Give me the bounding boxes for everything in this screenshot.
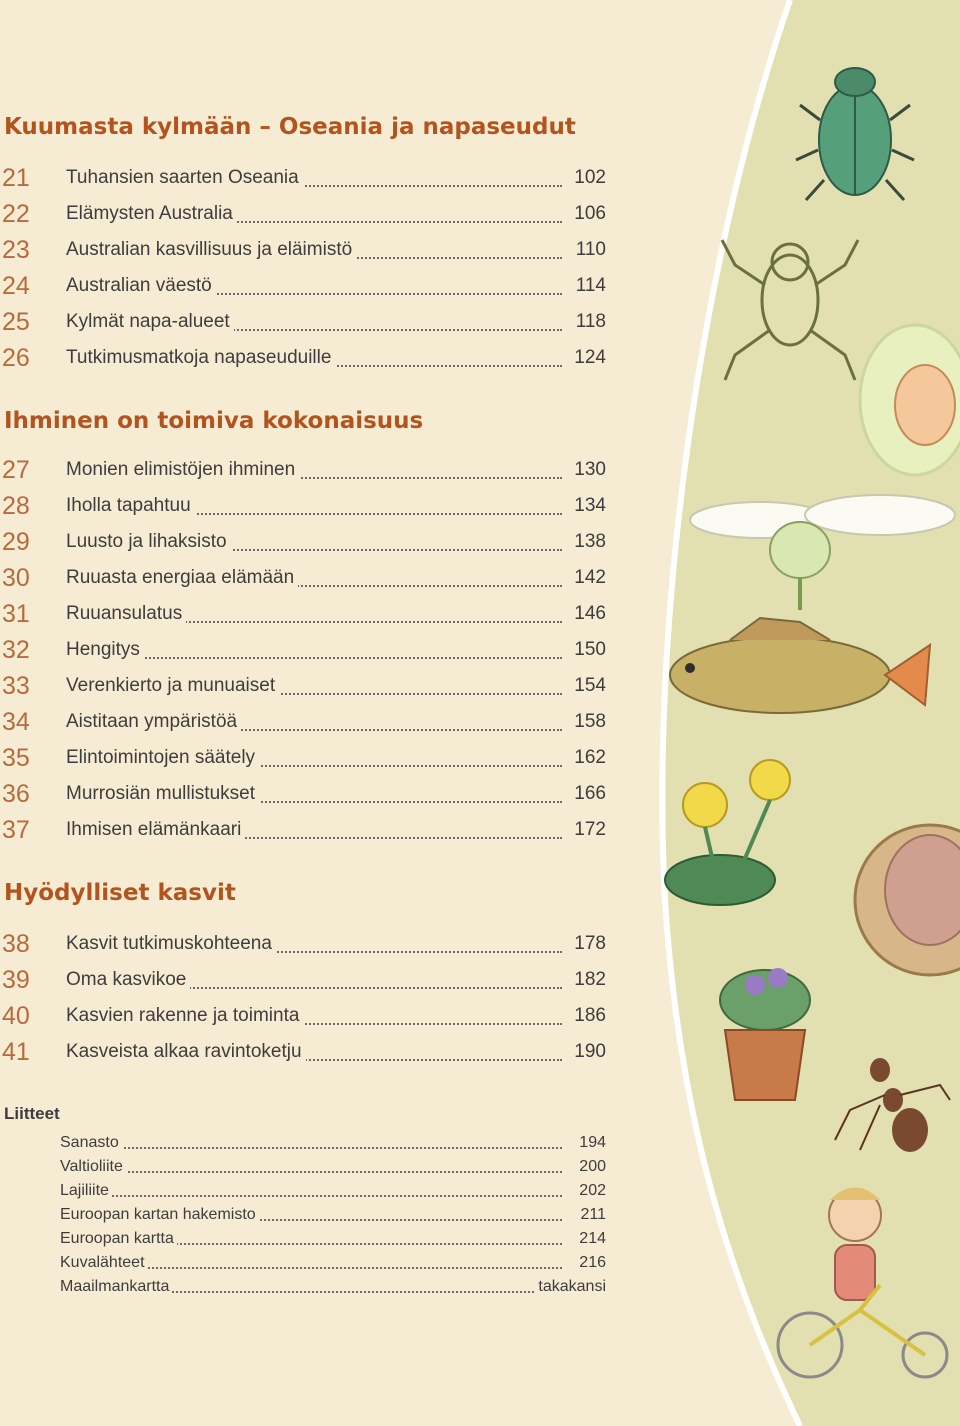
- chapter-title: Ruuasta energiaa elämään: [66, 567, 298, 588]
- section-title: Kuumasta kylmään – Oseania ja napaseudut: [4, 114, 576, 140]
- toc-entry[interactable]: [0, 632, 606, 668]
- appendix-entry-title: Euroopan kartta: [60, 1227, 177, 1251]
- chapter-title: Ruuansulatus: [66, 603, 186, 624]
- chapter-number: 23: [2, 236, 30, 264]
- toc-entry[interactable]: [0, 452, 606, 488]
- page-number: 142: [571, 560, 606, 596]
- toc-entry[interactable]: [0, 926, 606, 962]
- appendix-entry-title: Maailmankartta: [60, 1275, 172, 1299]
- chapter-number: 30: [2, 564, 30, 592]
- toc-entry[interactable]: [0, 304, 606, 340]
- chapter-number: 28: [2, 492, 30, 520]
- chapter-number: 31: [2, 600, 30, 628]
- chapter-number: 33: [2, 672, 30, 700]
- dot-leader: [60, 1171, 562, 1173]
- toc-entry[interactable]: [0, 1034, 606, 1070]
- chapter-title: Ihmisen elämänkaari: [66, 819, 245, 840]
- toc-entry[interactable]: [0, 340, 606, 376]
- chapter-title: Murrosiän mullistukset: [66, 783, 259, 804]
- page-number: 190: [571, 1034, 606, 1070]
- page-number: 106: [571, 196, 606, 232]
- chapter-number: 22: [2, 200, 30, 228]
- appendix-entry-title: Sanasto: [60, 1131, 122, 1155]
- page-number: 162: [571, 740, 606, 776]
- page-number: 202: [576, 1179, 606, 1203]
- page-number: 138: [571, 524, 606, 560]
- page-number: 134: [571, 488, 606, 524]
- toc-entry[interactable]: [0, 488, 606, 524]
- chapter-number: 25: [2, 308, 30, 336]
- page-number: 154: [571, 668, 606, 704]
- page-number: 124: [571, 340, 606, 376]
- toc-entry[interactable]: [0, 740, 606, 776]
- chapter-number: 32: [2, 636, 30, 664]
- toc-entry[interactable]: [0, 560, 606, 596]
- dot-leader: [60, 1147, 562, 1149]
- page-number: 110: [573, 232, 606, 268]
- page-number: 130: [571, 452, 606, 488]
- page-number: 114: [573, 268, 606, 304]
- page-number: 214: [576, 1227, 606, 1251]
- page-number: 182: [571, 962, 606, 998]
- chapter-number: 35: [2, 744, 30, 772]
- page-number: takakansi: [535, 1275, 606, 1299]
- chapter-title: Kasvit tutkimuskohteena: [66, 933, 276, 954]
- potted-violet-icon: [720, 968, 810, 1100]
- toc-entry[interactable]: [0, 232, 606, 268]
- toc-entry[interactable]: [0, 998, 606, 1034]
- chapter-number: 39: [2, 966, 30, 994]
- chapter-number: 27: [2, 456, 30, 484]
- page-number: 166: [571, 776, 606, 812]
- appendix-entry[interactable]: [0, 1131, 606, 1155]
- toc-entry[interactable]: [0, 196, 606, 232]
- page-number: 216: [576, 1251, 606, 1275]
- page-number: 118: [573, 304, 606, 340]
- toc-entry[interactable]: [0, 160, 606, 196]
- appendix-entry-title: Euroopan kartan hakemisto: [60, 1203, 259, 1227]
- page-number: 172: [571, 812, 606, 848]
- page-number: 146: [571, 596, 606, 632]
- page-number: 194: [576, 1131, 606, 1155]
- chapter-number: 41: [2, 1038, 30, 1066]
- chapter-number: 34: [2, 708, 30, 736]
- appendix-entry-title: Lajiliite: [60, 1179, 112, 1203]
- chapter-number: 24: [2, 272, 30, 300]
- chapter-title: Australian kasvillisuus ja eläimistö: [66, 239, 356, 260]
- chapter-title: Tutkimusmatkoja napaseuduille: [66, 347, 335, 368]
- chapter-title: Elämysten Australia: [66, 203, 237, 224]
- appendix-entry[interactable]: [0, 1203, 606, 1227]
- dot-leader: [60, 1195, 562, 1197]
- chapter-number: 36: [2, 780, 30, 808]
- chapter-title: Tuhansien saarten Oseania: [66, 167, 303, 188]
- toc-entry[interactable]: [0, 596, 606, 632]
- page-number: 102: [571, 160, 606, 196]
- appendix-entry[interactable]: [0, 1179, 606, 1203]
- page-number: 158: [571, 704, 606, 740]
- chapter-title: Kasveista alkaa ravintoketju: [66, 1041, 306, 1062]
- page-number: 178: [571, 926, 606, 962]
- appendix-entry[interactable]: [0, 1227, 606, 1251]
- toc-entry[interactable]: [0, 668, 606, 704]
- chapter-number: 38: [2, 930, 30, 958]
- chapter-number: 40: [2, 1002, 30, 1030]
- chapter-title: Kasvien rakenne ja toiminta: [66, 1005, 303, 1026]
- chapter-title: Luusto ja lihaksisto: [66, 531, 231, 552]
- toc-entry[interactable]: [0, 962, 606, 998]
- section-title: Ihminen on toimiva kokonaisuus: [4, 408, 424, 434]
- section-title: Hyödylliset kasvit: [4, 880, 236, 906]
- page-number: 200: [576, 1155, 606, 1179]
- chapter-title: Australian väestö: [66, 275, 216, 296]
- chapter-title: Aistitaan ympäristöä: [66, 711, 241, 732]
- page-number: 186: [571, 998, 606, 1034]
- embryo-icon: [860, 325, 960, 475]
- toc-entry[interactable]: [0, 268, 606, 304]
- chapter-title: Verenkierto ja munuaiset: [66, 675, 279, 696]
- toc-entry[interactable]: [0, 524, 606, 560]
- appendix-entry[interactable]: [0, 1251, 606, 1275]
- appendix-entry-title: Kuvalähteet: [60, 1251, 148, 1275]
- appendix-entry[interactable]: [0, 1155, 606, 1179]
- chapter-title: Monien elimistöjen ihminen: [66, 459, 299, 480]
- page-number: 150: [571, 632, 606, 668]
- chapter-title: Hengitys: [66, 639, 144, 660]
- page-number: 211: [577, 1203, 606, 1227]
- chapter-number: 29: [2, 528, 30, 556]
- toc-entry[interactable]: [0, 812, 606, 848]
- appendix-entry-title: Valtioliite: [60, 1155, 126, 1179]
- chapter-title: Oma kasvikoe: [66, 969, 190, 990]
- chapter-title: Elintoimintojen säätely: [66, 747, 259, 768]
- chapter-number: 26: [2, 344, 30, 372]
- toc-entry[interactable]: [0, 776, 606, 812]
- chapter-title: Kylmät napa-alueet: [66, 311, 234, 332]
- chapter-number: 37: [2, 816, 30, 844]
- appendix-title: Liitteet: [4, 1104, 60, 1123]
- appendix-entry[interactable]: [0, 1275, 606, 1299]
- chapter-number: 21: [2, 164, 30, 192]
- toc-entry[interactable]: [0, 704, 606, 740]
- chapter-title: Iholla tapahtuu: [66, 495, 195, 516]
